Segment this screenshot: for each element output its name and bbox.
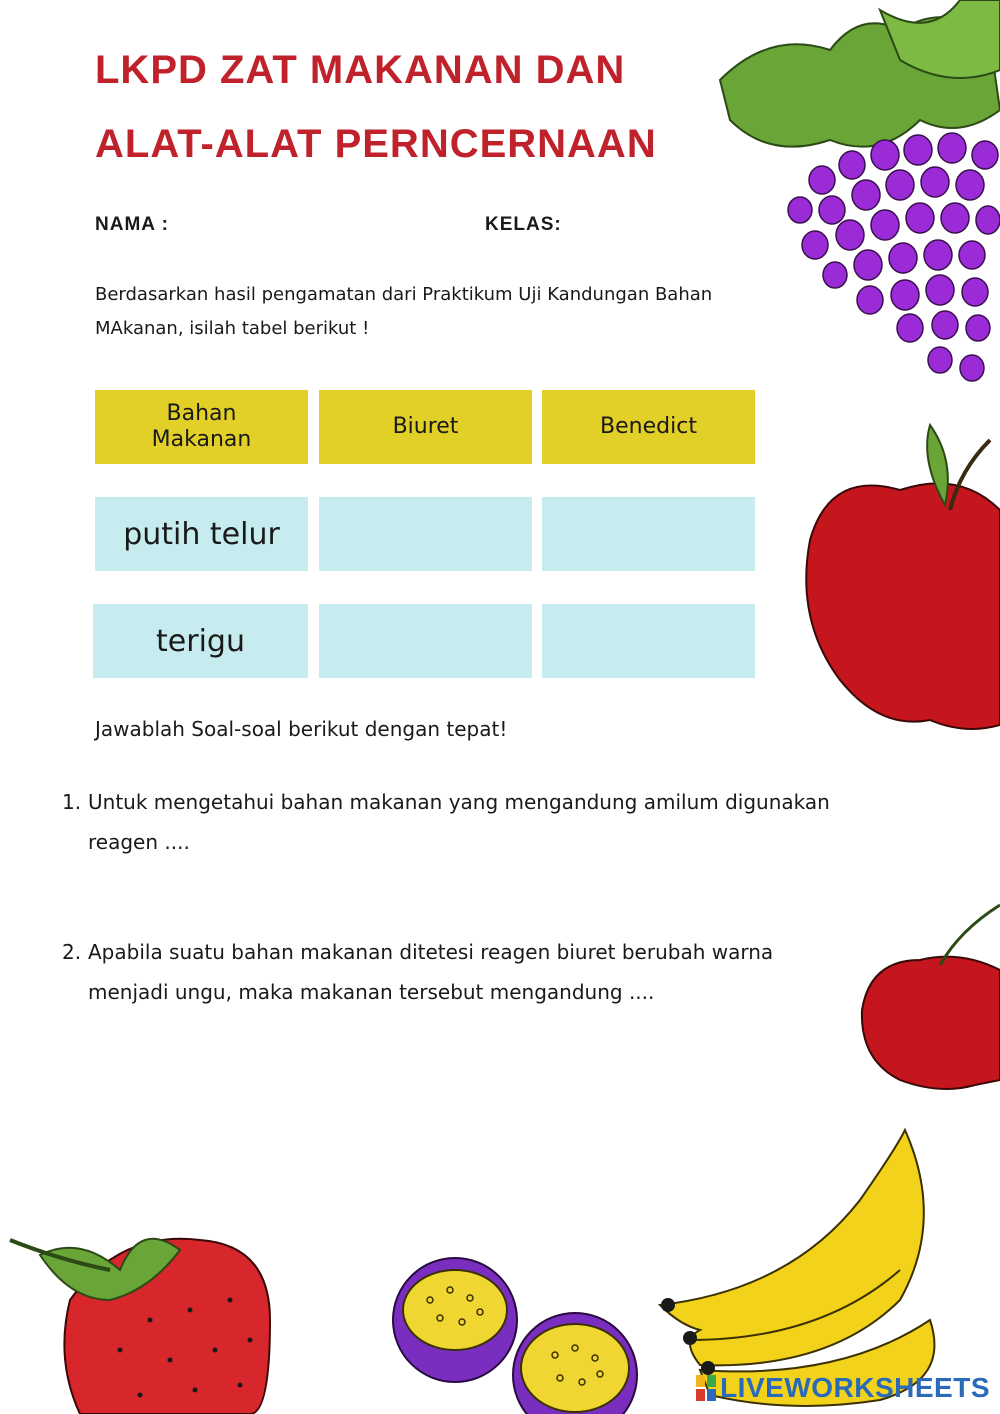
liveworksheets-mark-icon [696, 1375, 716, 1401]
question-1 [62, 782, 962, 862]
question-text-line-2: reagen .... [88, 830, 190, 854]
page-title-line-1: LKPD ZAT MAKANAN DAN [95, 48, 626, 92]
instruction-line-2: MAkanan, isilah tabel berikut ! [95, 318, 370, 339]
page-title-line-2: ALAT-ALAT PERNCERNAAN [95, 122, 657, 166]
questions-intro: Jawablah Soal-soal berikut dengan tepat! [95, 717, 508, 741]
question-number: 1. [62, 790, 82, 814]
nama-label: NAMA : [95, 214, 169, 235]
table-header-food: Bahan Makanan [95, 390, 308, 464]
liveworksheets-logo [696, 1372, 990, 1404]
grape-leaves-icon [720, 0, 1000, 147]
passion-fruit-icon [393, 1258, 637, 1414]
table-cell-benedict-input[interactable] [542, 497, 755, 571]
liveworksheets-text: LIVEWORKSHEETS [720, 1372, 990, 1403]
banana-icon [660, 1130, 934, 1406]
table-cell-biuret-input[interactable] [319, 604, 532, 678]
question-text-line-1: Untuk mengetahui bahan makanan yang mengandung amilum digunakan [88, 790, 830, 814]
table-cell-food: putih telur [95, 497, 308, 571]
apple-icon [806, 425, 1000, 729]
grapes-icon [788, 133, 1000, 381]
strawberry-icon [10, 1239, 270, 1414]
instruction-line-1: Berdasarkan hasil pengamatan dari Praktikum Uji Kandungan Bahan [95, 284, 713, 305]
table-header-benedict: Benedict [542, 390, 755, 464]
question-number: 2. [62, 940, 82, 964]
question-text-line-1: Apabila suatu bahan makanan ditetesi reagen biuret berubah warna [88, 940, 774, 964]
table-header-biuret: Biuret [319, 390, 532, 464]
table-cell-biuret-input[interactable] [319, 497, 532, 571]
question-text-line-2: menjadi ungu, maka makanan tersebut mengandung .... [88, 980, 655, 1004]
question-2 [62, 932, 962, 1012]
table-cell-food: terigu [93, 604, 308, 678]
table-cell-benedict-input[interactable] [542, 604, 755, 678]
kelas-label: KELAS: [485, 214, 562, 235]
